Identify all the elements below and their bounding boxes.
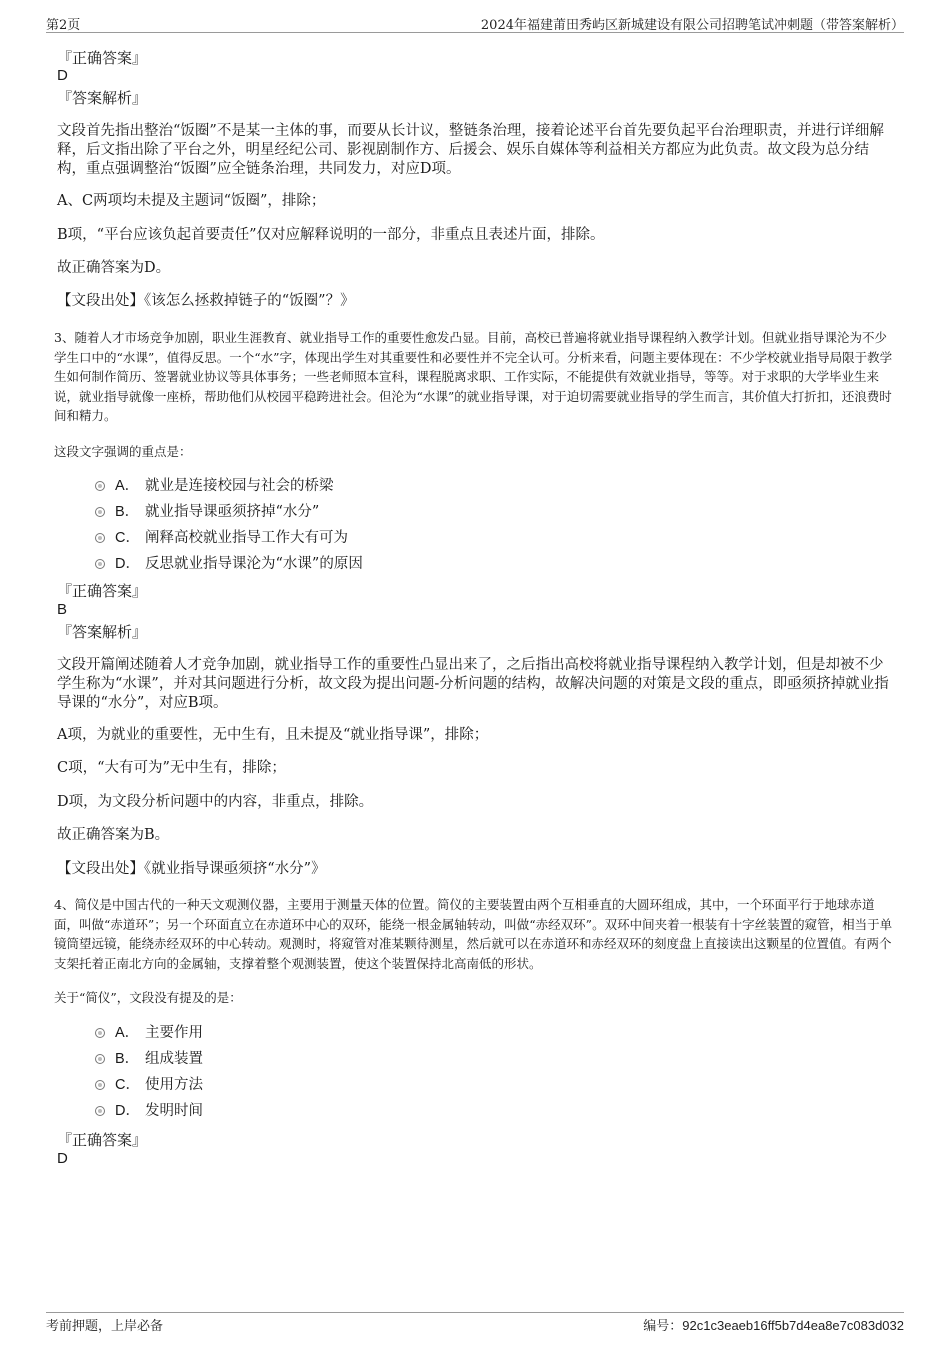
analysis-note: A、C两项均未提及主题词“饭圈”，排除； — [57, 193, 326, 209]
option-c[interactable]: C． 使用方法 — [95, 1075, 203, 1095]
question-stem: 3、随着人才市场竞争加剧，职业生涯教育、就业指导工作的重要性愈发凸显。目前，高校已普遍将就业指导课程纳入教学计划。但就业指导课沦为不少学生口中的“水课”，值得反思。一个“水”字，体现出学生对其重要性和必要性并不完全认可。分析来看，问题主要体现在：不少学校就业指导局限于教学生如何制作简历、签署就业协议等具体事务；一些老师照本宣科，课程脱离求职、工作实际，不能提供有效就业指导，等等。对于求职的大学毕业生来说，就业指导就像一座桥，帮助他们从校园平稳跨进社会。但沦为“水课”的就业指导课，对于迫切需要就业指导的学生而言，其价值大打折扣，还浪费时间和精力。 — [54, 330, 893, 423]
document-code — [643, 1315, 904, 1334]
question-prompt: 关于“简仪”，文段没有提及的是： — [54, 990, 242, 1005]
option-d[interactable]: D． 发明时间 — [95, 1101, 203, 1121]
source-citation: 【文段出处】《就业指导课亟须挤“水分”》 — [57, 861, 326, 877]
option-b[interactable]: B． 组成装置 — [95, 1049, 203, 1069]
answer-label: 『正确答案』 — [57, 1131, 148, 1149]
answer-value: D — [57, 67, 68, 84]
radio-icon[interactable] — [95, 507, 105, 517]
radio-icon[interactable] — [95, 533, 105, 543]
analysis-note: A项，为就业的重要性，无中生有，且未提及“就业指导课”，排除； — [57, 727, 489, 743]
question-stem: 4、简仪是中国古代的一种天文观测仪器，主要用于测量天体的位置。简仪的主要装置由两个互相垂直的大圆环组成，其中，一个环面平行于地球赤道面，叫做“赤道环”；另一个环面直立在赤道环中心的双环，能绕一根金属轴转动，叫做“赤经双环”。双环中间夹着一根装有十字丝装置的窥管，相当于单镜筒望远镜，能绕赤经双环的中心转动。观测时，将窥管对准某颗待测星，然后就可以在赤道环和赤经双环的刻度盘上直接读出这颗星的位置值。有两个支架托着正南北方向的金属轴，支撑着整个观测装置，使这个装置保持北高南低的形状。 — [54, 897, 893, 971]
radio-icon[interactable] — [95, 559, 105, 569]
answer-value: B — [57, 601, 68, 618]
analysis-conclusion: 故正确答案为B。 — [57, 827, 170, 843]
answer-label: 『正确答案』 — [57, 582, 148, 600]
analysis-note: B项，“平台应该负起首要责任”仅对应解释说明的一部分，非重点且表述片面，排除。 — [57, 227, 605, 243]
page-footer — [46, 1312, 904, 1335]
radio-icon[interactable] — [95, 1028, 105, 1038]
code-value: 92c1c3eaeb16ff5b7d4ea8e7c083d032 — [682, 1318, 904, 1333]
option-d[interactable]: D． 反思就业指导课沦为“水课”的原因 — [95, 554, 363, 574]
analysis-note: C项，“大有可为”无中生有，排除； — [57, 760, 286, 776]
option-a[interactable]: A． 就业是连接校园与社会的桥梁 — [95, 476, 334, 496]
analysis-conclusion: 故正确答案为D。 — [57, 260, 171, 276]
analysis-label: 『答案解析』 — [57, 89, 148, 107]
analysis-text: 文段首先指出整治“饭圈”不是某一主体的事，而要从长计议，整链条治理，接着论述平台首先要负起平台治理职责，并进行详细解释，后文指出除了平台之外，明星经纪公司、影视剧制作方、后援会、娱乐自媒体等利益相关方都应为此负责。故文段为总分结构，重点强调整治“饭圈”应全链条治理，共同发力，对应D项。 — [57, 123, 884, 177]
analysis-text: 文段开篇阐述随着人才竞争加剧，就业指导工作的重要性凸显出来了，之后指出高校将就业指导课程纳入教学计划，但是却被不少学生称为“水课”，并对其问题进行分析，故文段为提出问题-分析问题的结构，故解决问题的对策是文段的重点，即亟须挤掉就业指导课的“水分”，对应B项。 — [57, 657, 889, 711]
code-label: 编号： — [643, 1319, 683, 1334]
footer-slogan: 考前押题，上岸必备 — [46, 1319, 164, 1334]
option-c[interactable]: C． 阐释高校就业指导工作大有可为 — [95, 528, 348, 548]
page-number: 第2页 — [46, 18, 81, 33]
analysis-note: D项，为文段分析问题中的内容，非重点，排除。 — [57, 794, 374, 810]
radio-icon[interactable] — [95, 1054, 105, 1064]
option-a[interactable]: A． 主要作用 — [95, 1023, 203, 1043]
option-b[interactable]: B． 就业指导课亟须挤掉“水分” — [95, 502, 319, 522]
answer-value: D — [57, 1150, 68, 1167]
document-title: 2024年福建莆田秀屿区新城建设有限公司招聘笔试冲刺题（带答案解析） — [480, 18, 904, 33]
page-header — [46, 12, 904, 33]
radio-icon[interactable] — [95, 481, 105, 491]
answer-label: 『正确答案』 — [57, 49, 148, 67]
radio-icon[interactable] — [95, 1106, 105, 1116]
question-prompt: 这段文字强调的重点是： — [54, 444, 192, 459]
analysis-label: 『答案解析』 — [57, 623, 148, 641]
source-citation: 【文段出处】《该怎么拯救掉链子的“饭圈”？》 — [57, 293, 355, 309]
radio-icon[interactable] — [95, 1080, 105, 1090]
